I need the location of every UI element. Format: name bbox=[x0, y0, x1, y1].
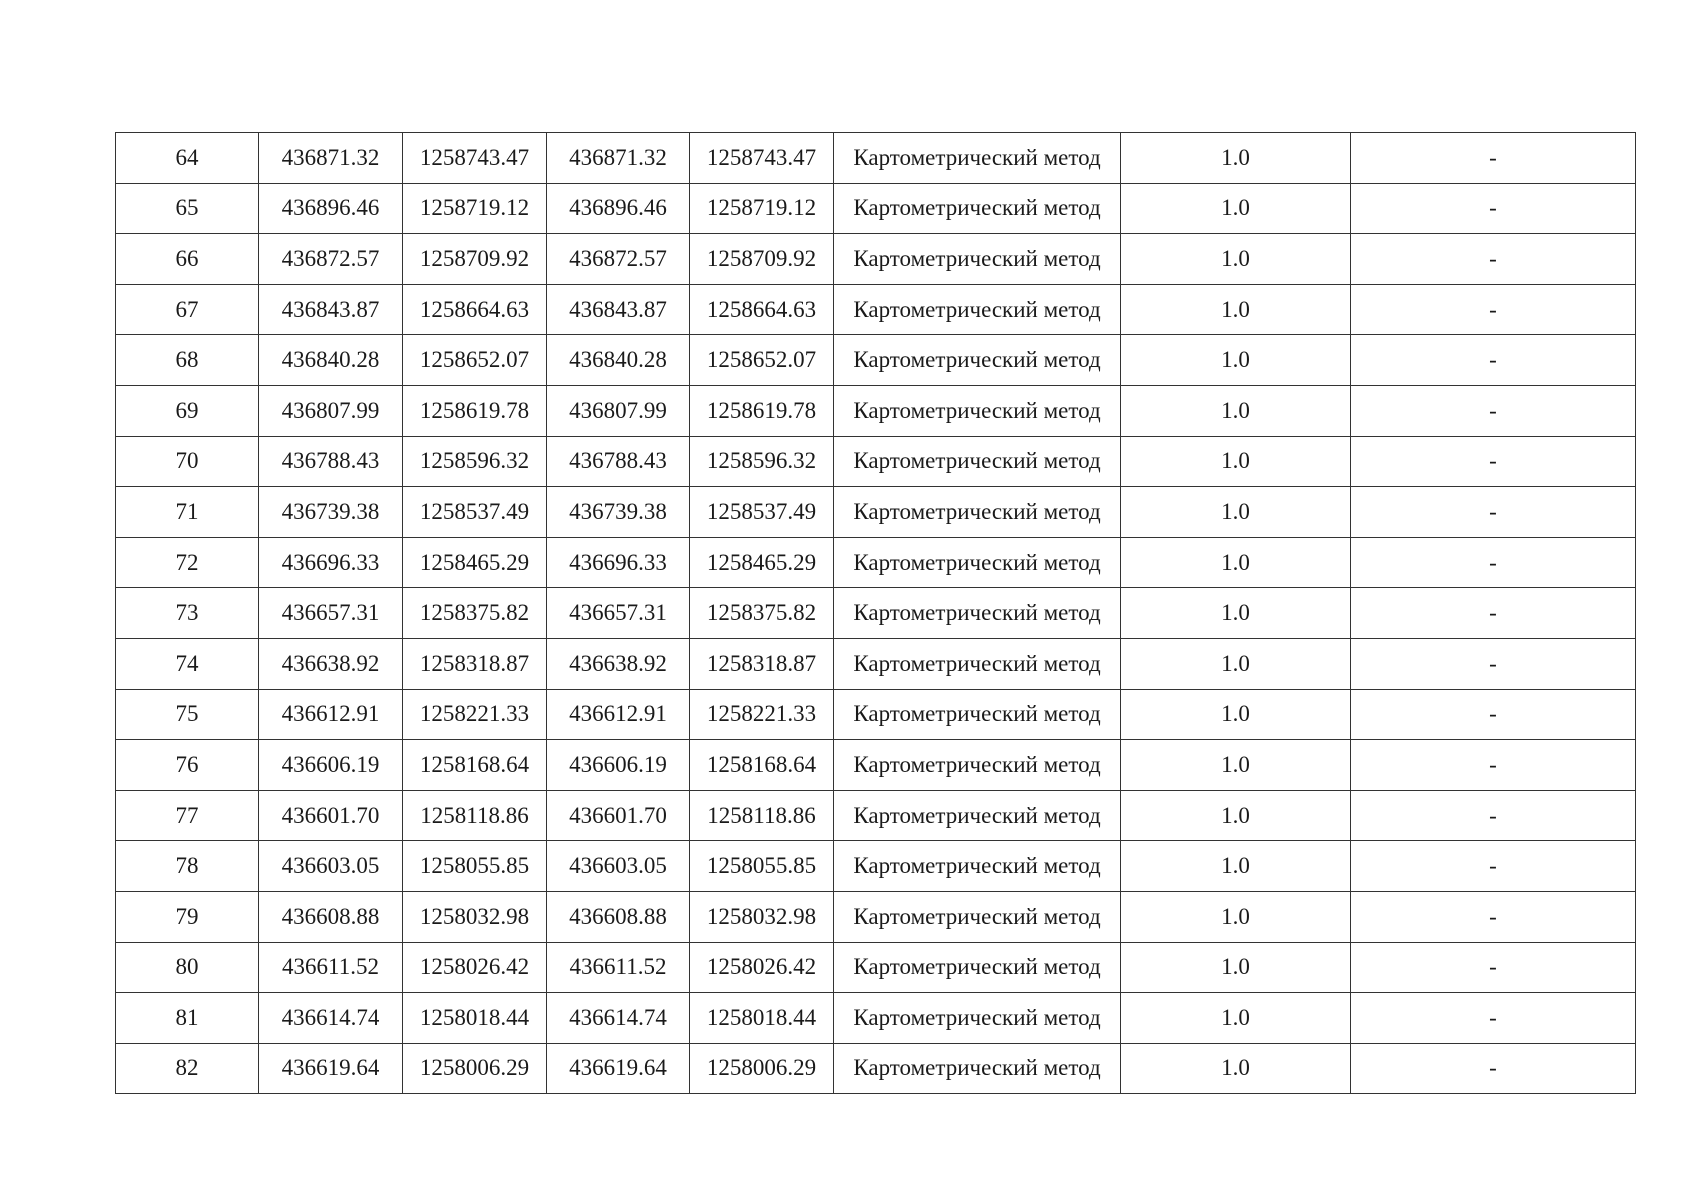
description-cell: - bbox=[1351, 740, 1636, 791]
point-number-cell: 69 bbox=[116, 385, 259, 436]
method-cell: Картометрический метод bbox=[834, 385, 1121, 436]
accuracy-cell: 1.0 bbox=[1121, 942, 1351, 993]
description-cell: - bbox=[1351, 487, 1636, 538]
existing-x-cell: 436608.88 bbox=[259, 891, 403, 942]
description-cell: - bbox=[1351, 588, 1636, 639]
description-cell: - bbox=[1351, 335, 1636, 386]
refined-y-cell: 1258221.33 bbox=[690, 689, 834, 740]
table-row bbox=[116, 234, 1636, 285]
method-cell: Картометрический метод bbox=[834, 284, 1121, 335]
method-cell: Картометрический метод bbox=[834, 993, 1121, 1044]
existing-y-cell: 1258318.87 bbox=[403, 638, 547, 689]
point-number-cell: 68 bbox=[116, 335, 259, 386]
table-row bbox=[116, 284, 1636, 335]
table-row bbox=[116, 385, 1636, 436]
point-number-cell: 75 bbox=[116, 689, 259, 740]
refined-x-cell: 436840.28 bbox=[547, 335, 690, 386]
description-cell: - bbox=[1351, 1043, 1636, 1094]
description-cell: - bbox=[1351, 790, 1636, 841]
existing-y-cell: 1258018.44 bbox=[403, 993, 547, 1044]
point-number-cell: 70 bbox=[116, 436, 259, 487]
existing-x-cell: 436614.74 bbox=[259, 993, 403, 1044]
existing-x-cell: 436606.19 bbox=[259, 740, 403, 791]
description-cell: - bbox=[1351, 183, 1636, 234]
method-cell: Картометрический метод bbox=[834, 689, 1121, 740]
accuracy-cell: 1.0 bbox=[1121, 537, 1351, 588]
refined-y-cell: 1258619.78 bbox=[690, 385, 834, 436]
point-number-cell: 67 bbox=[116, 284, 259, 335]
refined-x-cell: 436788.43 bbox=[547, 436, 690, 487]
refined-y-cell: 1258596.32 bbox=[690, 436, 834, 487]
refined-x-cell: 436603.05 bbox=[547, 841, 690, 892]
point-number-cell: 71 bbox=[116, 487, 259, 538]
refined-y-cell: 1258465.29 bbox=[690, 537, 834, 588]
existing-y-cell: 1258596.32 bbox=[403, 436, 547, 487]
refined-y-cell: 1258055.85 bbox=[690, 841, 834, 892]
accuracy-cell: 1.0 bbox=[1121, 689, 1351, 740]
table-body bbox=[116, 133, 1636, 1094]
point-number-cell: 81 bbox=[116, 993, 259, 1044]
refined-y-cell: 1258018.44 bbox=[690, 993, 834, 1044]
existing-x-cell: 436807.99 bbox=[259, 385, 403, 436]
description-cell: - bbox=[1351, 689, 1636, 740]
accuracy-cell: 1.0 bbox=[1121, 234, 1351, 285]
accuracy-cell: 1.0 bbox=[1121, 993, 1351, 1044]
existing-x-cell: 436601.70 bbox=[259, 790, 403, 841]
refined-x-cell: 436657.31 bbox=[547, 588, 690, 639]
point-number-cell: 77 bbox=[116, 790, 259, 841]
accuracy-cell: 1.0 bbox=[1121, 841, 1351, 892]
table-row bbox=[116, 689, 1636, 740]
existing-y-cell: 1258375.82 bbox=[403, 588, 547, 639]
existing-x-cell: 436788.43 bbox=[259, 436, 403, 487]
table-row bbox=[116, 588, 1636, 639]
refined-x-cell: 436843.87 bbox=[547, 284, 690, 335]
description-cell: - bbox=[1351, 537, 1636, 588]
description-cell: - bbox=[1351, 891, 1636, 942]
existing-y-cell: 1258465.29 bbox=[403, 537, 547, 588]
refined-x-cell: 436619.64 bbox=[547, 1043, 690, 1094]
point-number-cell: 76 bbox=[116, 740, 259, 791]
coordinates-table bbox=[115, 132, 1636, 1094]
existing-x-cell: 436638.92 bbox=[259, 638, 403, 689]
existing-y-cell: 1258743.47 bbox=[403, 133, 547, 184]
method-cell: Картометрический метод bbox=[834, 942, 1121, 993]
table-row bbox=[116, 133, 1636, 184]
refined-x-cell: 436601.70 bbox=[547, 790, 690, 841]
accuracy-cell: 1.0 bbox=[1121, 1043, 1351, 1094]
table-row bbox=[116, 335, 1636, 386]
existing-y-cell: 1258719.12 bbox=[403, 183, 547, 234]
method-cell: Картометрический метод bbox=[834, 790, 1121, 841]
refined-x-cell: 436871.32 bbox=[547, 133, 690, 184]
existing-x-cell: 436872.57 bbox=[259, 234, 403, 285]
table-row bbox=[116, 638, 1636, 689]
refined-y-cell: 1258118.86 bbox=[690, 790, 834, 841]
table-row bbox=[116, 487, 1636, 538]
method-cell: Картометрический метод bbox=[834, 740, 1121, 791]
existing-y-cell: 1258006.29 bbox=[403, 1043, 547, 1094]
method-cell: Картометрический метод bbox=[834, 487, 1121, 538]
accuracy-cell: 1.0 bbox=[1121, 588, 1351, 639]
refined-y-cell: 1258375.82 bbox=[690, 588, 834, 639]
accuracy-cell: 1.0 bbox=[1121, 790, 1351, 841]
method-cell: Картометрический метод bbox=[834, 1043, 1121, 1094]
refined-x-cell: 436807.99 bbox=[547, 385, 690, 436]
existing-x-cell: 436871.32 bbox=[259, 133, 403, 184]
description-cell: - bbox=[1351, 133, 1636, 184]
existing-y-cell: 1258026.42 bbox=[403, 942, 547, 993]
point-number-cell: 78 bbox=[116, 841, 259, 892]
refined-y-cell: 1258537.49 bbox=[690, 487, 834, 538]
existing-x-cell: 436843.87 bbox=[259, 284, 403, 335]
refined-x-cell: 436696.33 bbox=[547, 537, 690, 588]
refined-y-cell: 1258743.47 bbox=[690, 133, 834, 184]
accuracy-cell: 1.0 bbox=[1121, 638, 1351, 689]
point-number-cell: 73 bbox=[116, 588, 259, 639]
description-cell: - bbox=[1351, 385, 1636, 436]
existing-y-cell: 1258537.49 bbox=[403, 487, 547, 538]
refined-y-cell: 1258318.87 bbox=[690, 638, 834, 689]
method-cell: Картометрический метод bbox=[834, 891, 1121, 942]
existing-x-cell: 436896.46 bbox=[259, 183, 403, 234]
refined-x-cell: 436638.92 bbox=[547, 638, 690, 689]
accuracy-cell: 1.0 bbox=[1121, 183, 1351, 234]
existing-x-cell: 436603.05 bbox=[259, 841, 403, 892]
refined-x-cell: 436614.74 bbox=[547, 993, 690, 1044]
point-number-cell: 74 bbox=[116, 638, 259, 689]
accuracy-cell: 1.0 bbox=[1121, 891, 1351, 942]
existing-y-cell: 1258664.63 bbox=[403, 284, 547, 335]
existing-x-cell: 436696.33 bbox=[259, 537, 403, 588]
existing-y-cell: 1258619.78 bbox=[403, 385, 547, 436]
accuracy-cell: 1.0 bbox=[1121, 740, 1351, 791]
point-number-cell: 82 bbox=[116, 1043, 259, 1094]
refined-y-cell: 1258652.07 bbox=[690, 335, 834, 386]
existing-x-cell: 436840.28 bbox=[259, 335, 403, 386]
refined-x-cell: 436739.38 bbox=[547, 487, 690, 538]
refined-y-cell: 1258026.42 bbox=[690, 942, 834, 993]
table-row bbox=[116, 942, 1636, 993]
point-number-cell: 80 bbox=[116, 942, 259, 993]
existing-y-cell: 1258221.33 bbox=[403, 689, 547, 740]
description-cell: - bbox=[1351, 942, 1636, 993]
description-cell: - bbox=[1351, 993, 1636, 1044]
refined-y-cell: 1258709.92 bbox=[690, 234, 834, 285]
point-number-cell: 64 bbox=[116, 133, 259, 184]
refined-x-cell: 436612.91 bbox=[547, 689, 690, 740]
method-cell: Картометрический метод bbox=[834, 234, 1121, 285]
existing-y-cell: 1258118.86 bbox=[403, 790, 547, 841]
existing-x-cell: 436612.91 bbox=[259, 689, 403, 740]
refined-y-cell: 1258006.29 bbox=[690, 1043, 834, 1094]
description-cell: - bbox=[1351, 234, 1636, 285]
accuracy-cell: 1.0 bbox=[1121, 487, 1351, 538]
existing-x-cell: 436611.52 bbox=[259, 942, 403, 993]
table-row bbox=[116, 537, 1636, 588]
accuracy-cell: 1.0 bbox=[1121, 436, 1351, 487]
existing-y-cell: 1258055.85 bbox=[403, 841, 547, 892]
existing-y-cell: 1258168.64 bbox=[403, 740, 547, 791]
existing-y-cell: 1258709.92 bbox=[403, 234, 547, 285]
method-cell: Картометрический метод bbox=[834, 537, 1121, 588]
method-cell: Картометрический метод bbox=[834, 588, 1121, 639]
table-row bbox=[116, 841, 1636, 892]
description-cell: - bbox=[1351, 436, 1636, 487]
description-cell: - bbox=[1351, 284, 1636, 335]
accuracy-cell: 1.0 bbox=[1121, 335, 1351, 386]
accuracy-cell: 1.0 bbox=[1121, 133, 1351, 184]
refined-y-cell: 1258168.64 bbox=[690, 740, 834, 791]
table-row bbox=[116, 183, 1636, 234]
method-cell: Картометрический метод bbox=[834, 638, 1121, 689]
method-cell: Картометрический метод bbox=[834, 335, 1121, 386]
point-number-cell: 66 bbox=[116, 234, 259, 285]
table-row bbox=[116, 790, 1636, 841]
refined-x-cell: 436608.88 bbox=[547, 891, 690, 942]
method-cell: Картометрический метод bbox=[834, 183, 1121, 234]
accuracy-cell: 1.0 bbox=[1121, 284, 1351, 335]
table-row bbox=[116, 993, 1636, 1044]
existing-y-cell: 1258032.98 bbox=[403, 891, 547, 942]
refined-y-cell: 1258719.12 bbox=[690, 183, 834, 234]
point-number-cell: 79 bbox=[116, 891, 259, 942]
table-row bbox=[116, 891, 1636, 942]
table-row bbox=[116, 740, 1636, 791]
method-cell: Картометрический метод bbox=[834, 436, 1121, 487]
existing-x-cell: 436619.64 bbox=[259, 1043, 403, 1094]
description-cell: - bbox=[1351, 841, 1636, 892]
table-row bbox=[116, 1043, 1636, 1094]
point-number-cell: 72 bbox=[116, 537, 259, 588]
existing-y-cell: 1258652.07 bbox=[403, 335, 547, 386]
method-cell: Картометрический метод bbox=[834, 133, 1121, 184]
table-row bbox=[116, 436, 1636, 487]
refined-x-cell: 436896.46 bbox=[547, 183, 690, 234]
refined-x-cell: 436606.19 bbox=[547, 740, 690, 791]
refined-x-cell: 436872.57 bbox=[547, 234, 690, 285]
existing-x-cell: 436657.31 bbox=[259, 588, 403, 639]
description-cell: - bbox=[1351, 638, 1636, 689]
existing-x-cell: 436739.38 bbox=[259, 487, 403, 538]
method-cell: Картометрический метод bbox=[834, 841, 1121, 892]
refined-y-cell: 1258664.63 bbox=[690, 284, 834, 335]
accuracy-cell: 1.0 bbox=[1121, 385, 1351, 436]
refined-y-cell: 1258032.98 bbox=[690, 891, 834, 942]
point-number-cell: 65 bbox=[116, 183, 259, 234]
refined-x-cell: 436611.52 bbox=[547, 942, 690, 993]
